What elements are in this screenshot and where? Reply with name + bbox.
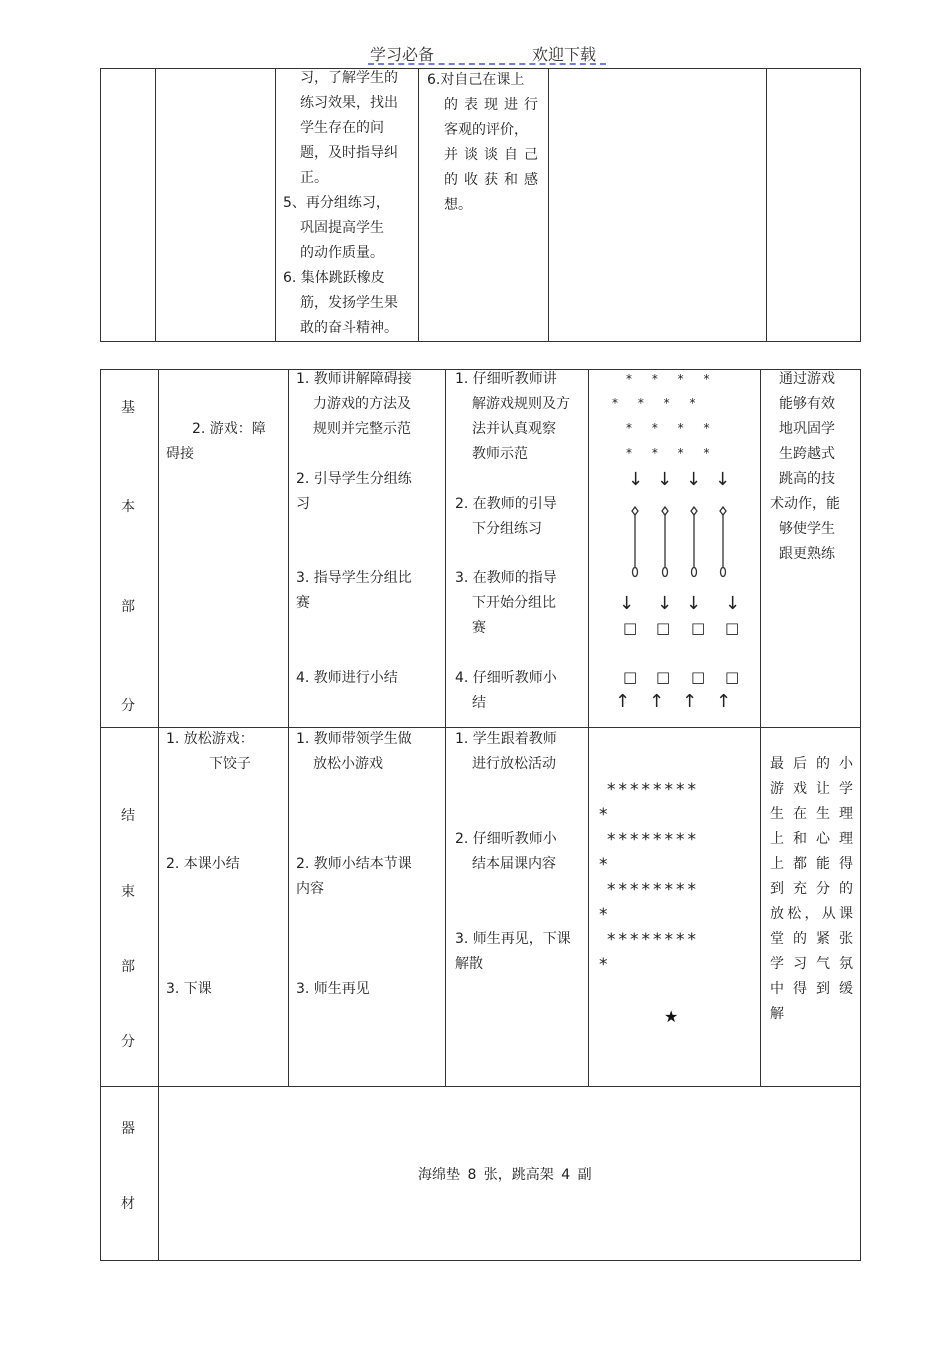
arrow-down-icon: ↓ (657, 593, 673, 614)
arrow-up-icon: ↑ (716, 691, 732, 712)
ending-student-block-2: 2. 仔细听教师小 结本届课内容 (455, 831, 557, 872)
section-label-basic-2: 本 (121, 499, 135, 515)
arrow-down-icon: ↓ (686, 469, 702, 490)
section-label-equipment-1: 器 (121, 1121, 135, 1137)
square-marker-icon: □ (725, 668, 740, 686)
section-label-basic-4: 分 (121, 698, 135, 714)
arrow-down-icon: ↓ (657, 469, 673, 490)
basic-purpose: 通过游戏 能够有效 地巩固学 生跨越式 跳高的技 术动作，能 够使学生 跟更熟练 (770, 371, 840, 562)
section-label-ending-3: 部 (121, 959, 135, 975)
student-activity-continued: 6.对自己在课上 的表现进行 客观的评价， 并谈谈自己 的收获和感 想。 (427, 72, 538, 213)
formation-star-row: * * * * (612, 396, 704, 410)
section-label-ending-4: 分 (121, 1034, 135, 1050)
arrow-up-icon: ↑ (682, 691, 698, 712)
arrow-up-icon: ↑ (649, 691, 665, 712)
ending-student-block-1: 1. 学生跟着教师 进行放松活动 (455, 731, 557, 772)
ending-student-block-3: 3. 师生再见，下课 解散 (455, 931, 571, 972)
arrow-up-icon: ↑ (615, 691, 631, 712)
basic-teacher-block-4: 4. 教师进行小结 (296, 670, 398, 686)
basic-student-block-1: 1. 仔细听教师讲 解游戏规则及方 法并认真观察 教师示范 (455, 371, 570, 462)
ending-teacher-block-2: 2. 教师小结本节课 内容 (296, 856, 412, 897)
ending-formation-diagram: ******** * ******** * ******** * ******** * (599, 780, 699, 975)
header-right: 欢迎下载 (532, 45, 597, 64)
formation-star-row: * * * * (626, 372, 718, 386)
arrow-down-icon: ↓ (619, 593, 635, 614)
ending-teacher-block-1: 1. 教师带领学生做 放松小游戏 (296, 731, 412, 772)
square-marker-icon: □ (656, 619, 671, 637)
ending-content-block-1: 1. 放松游戏： 下饺子 (166, 731, 254, 772)
basic-content: 2. 游戏：障 碍接 (166, 421, 266, 462)
header-underline (368, 63, 606, 65)
teacher-activity-continued: 习，了解学生的 练习效果，找出 学生存在的问 题，及时指导纠 正。 5、再分组练习， 巩固提高学生 的动作质量。 6. 集体跳跃橡皮 筋，发扬学生果 敢的奋斗精神。 (283, 70, 398, 336)
ending-content-block-3: 3. 下课 (166, 981, 212, 997)
basic-student-block-4: 4. 仔细听教师小 结 (455, 670, 557, 711)
formation-star-row: * * * * (626, 421, 718, 435)
header-left: 学习必备 (370, 45, 435, 64)
basic-teacher-block-3: 3. 指导学生分组比 赛 (296, 570, 412, 611)
section-label-ending-2: 束 (121, 884, 135, 900)
section-label-equipment-2: 材 (121, 1196, 135, 1212)
square-marker-icon: □ (623, 619, 638, 637)
formation-star-row: * * * * (626, 446, 718, 460)
square-marker-icon: □ (691, 619, 706, 637)
ending-purpose: 最后的小 游戏让学 生在生理 上和心理 上都能得 到充分的 放松，从课 堂的紧张 学习气氛 中得到缓 解 (770, 756, 853, 1022)
basic-student-block-3: 3. 在教师的指导 下开始分组比 赛 (455, 570, 557, 636)
square-marker-icon: □ (623, 668, 638, 686)
basic-student-block-2: 2. 在教师的引导 下分组练习 (455, 496, 557, 537)
basic-teacher-block-2: 2. 引导学生分组练 习 (296, 471, 412, 512)
square-marker-icon: □ (691, 668, 706, 686)
square-marker-icon: □ (725, 619, 740, 637)
high-jump-bars-icon (625, 504, 735, 580)
section-label-basic-1: 基 (121, 400, 135, 416)
arrow-down-icon: ↓ (715, 469, 731, 490)
basic-teacher-block-1: 1. 教师讲解障碍接 力游戏的方法及 规则并完整示范 (296, 371, 412, 437)
square-marker-icon: □ (656, 668, 671, 686)
section-label-basic-3: 部 (121, 599, 135, 615)
ending-teacher-block-3: 3. 师生再见 (296, 981, 370, 997)
section-label-ending-1: 结 (121, 808, 135, 824)
teacher-position-star-icon: ★ (664, 1007, 679, 1026)
arrow-down-icon: ↓ (725, 593, 741, 614)
ending-content-block-2: 2. 本课小结 (166, 856, 240, 872)
arrow-down-icon: ↓ (628, 469, 644, 490)
arrow-down-icon: ↓ (686, 593, 702, 614)
equipment-text: 海绵垫 8 张，跳高架 4 副 (418, 1167, 592, 1183)
